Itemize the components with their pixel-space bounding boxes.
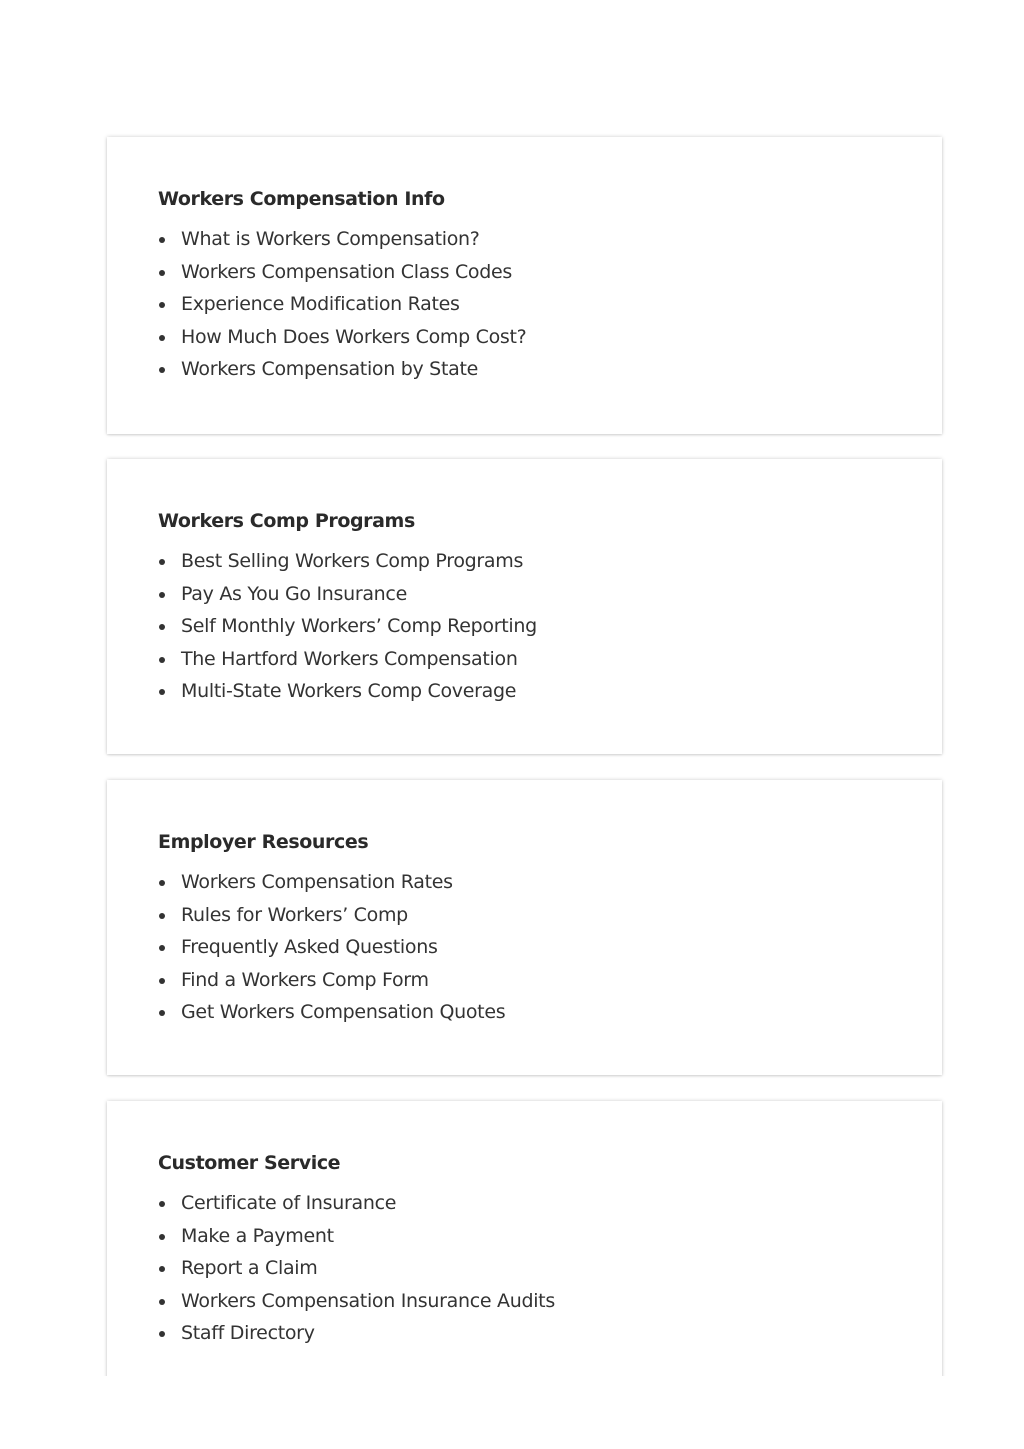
link-get-quotes[interactable]: Get Workers Compensation Quotes (181, 1001, 506, 1023)
link-class-codes[interactable]: Workers Compensation Class Codes (181, 260, 513, 283)
list-item (158, 321, 942, 354)
link-report-a-claim[interactable]: Report a Claim (181, 1257, 318, 1279)
link-pay-as-you-go[interactable]: Pay As You Go Insurance (181, 582, 407, 605)
list-item (158, 545, 942, 578)
bullet-icon (159, 624, 165, 630)
bullet-icon (159, 559, 165, 565)
link-hartford-workers-compensation[interactable]: The Hartford Workers Compensation (181, 647, 518, 670)
bullet-icon (159, 945, 165, 951)
list-item (158, 578, 942, 611)
link-self-monthly-reporting[interactable]: Self Monthly Workers’ Comp Reporting (181, 615, 537, 637)
bullet-icon (159, 978, 165, 984)
section-title: Customer Service (158, 1152, 341, 1174)
bullet-icon (159, 1266, 165, 1272)
bullet-icon (159, 1201, 165, 1207)
bullet-icon (159, 367, 165, 373)
link-certificate-of-insurance[interactable]: Certificate of Insurance (181, 1192, 397, 1214)
link-list (158, 545, 942, 708)
link-rules-for-workers-comp[interactable]: Rules for Workers’ Comp (181, 903, 408, 926)
bullet-icon (159, 880, 165, 886)
list-item (158, 675, 942, 708)
list-item (158, 931, 942, 964)
link-find-form[interactable]: Find a Workers Comp Form (181, 968, 429, 991)
bullet-icon (159, 689, 165, 695)
link-experience-modification-rates[interactable]: Experience Modification Rates (181, 293, 460, 315)
link-insurance-audits[interactable]: Workers Compensation Insurance Audits (181, 1289, 555, 1312)
list-item (158, 899, 942, 932)
bullet-icon (159, 657, 165, 663)
list-item (158, 256, 942, 289)
link-list (158, 1187, 942, 1350)
list-item (158, 996, 942, 1029)
link-staff-directory[interactable]: Staff Directory (181, 1322, 315, 1344)
list-item (158, 964, 942, 997)
bullet-icon (159, 592, 165, 598)
section-workers-compensation-info (107, 137, 942, 434)
bullet-icon (159, 1299, 165, 1305)
link-list (158, 866, 942, 1029)
list-item (158, 1220, 942, 1253)
link-list (158, 223, 942, 386)
list-item (158, 1252, 942, 1285)
bullet-icon (159, 237, 165, 243)
section-title: Employer Resources (158, 831, 369, 853)
section-customer-service (107, 1101, 942, 1401)
link-workers-compensation-rates[interactable]: Workers Compensation Rates (181, 871, 453, 893)
list-item (158, 1317, 942, 1350)
list-item (158, 643, 942, 676)
section-title: Workers Comp Programs (158, 510, 415, 532)
link-multi-state-coverage[interactable]: Multi-State Workers Comp Coverage (181, 680, 517, 702)
section-employer-resources (107, 780, 942, 1075)
list-item (158, 1187, 942, 1220)
bullet-icon (159, 270, 165, 276)
page-bottom-margin (0, 1376, 1024, 1449)
link-faq[interactable]: Frequently Asked Questions (181, 936, 438, 958)
bullet-icon (159, 1010, 165, 1016)
bullet-icon (159, 913, 165, 919)
section-title: Workers Compensation Info (158, 188, 445, 210)
link-make-a-payment[interactable]: Make a Payment (181, 1224, 334, 1247)
link-best-selling-programs[interactable]: Best Selling Workers Comp Programs (181, 550, 524, 572)
bullet-icon (159, 1234, 165, 1240)
bullet-icon (159, 302, 165, 308)
link-workers-compensation-by-state[interactable]: Workers Compensation by State (181, 358, 478, 380)
bullet-icon (159, 1331, 165, 1337)
list-item (158, 223, 942, 256)
list-item (158, 1285, 942, 1318)
bullet-icon (159, 335, 165, 341)
link-workers-comp-cost[interactable]: How Much Does Workers Comp Cost? (181, 325, 527, 348)
section-workers-comp-programs (107, 459, 942, 754)
list-item (158, 288, 942, 321)
list-item (158, 353, 942, 386)
link-what-is-workers-compensation[interactable]: What is Workers Compensation? (181, 228, 480, 250)
list-item (158, 610, 942, 643)
list-item (158, 866, 942, 899)
